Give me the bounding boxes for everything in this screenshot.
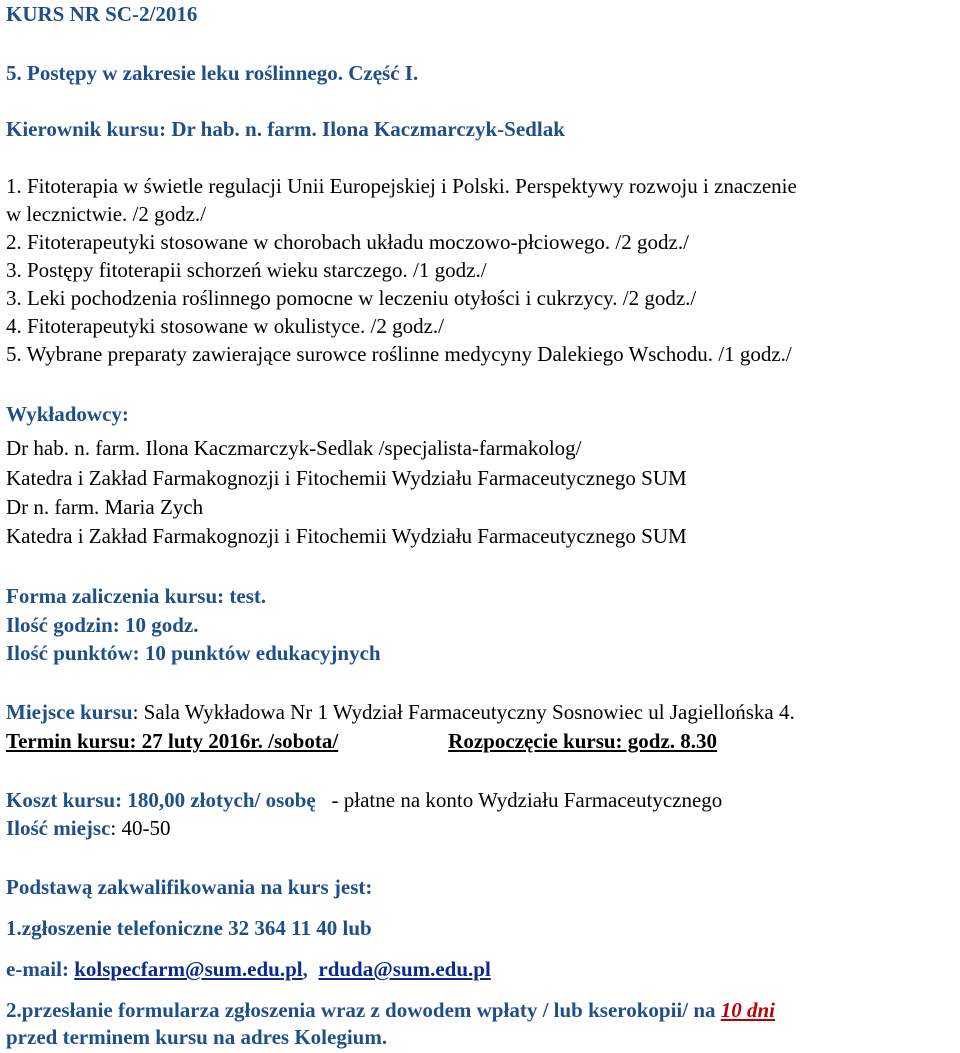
lecturer-line: Katedra i Zakład Farmakognozji i Fitochemii Wydziału Farmaceutycznego SUM xyxy=(6,466,687,490)
course-term xyxy=(6,729,717,753)
email-registration xyxy=(6,957,491,981)
topic-line: 4. Fitoterapeutyki stosowane w okulistyce. /2 godz./ xyxy=(6,314,445,338)
form-line-text: 2.przesłanie formularza zgłoszenia wraz z dowodem wpłaty / lub kserokopii/ na xyxy=(6,998,721,1022)
course-manager: Kierownik kursu: Dr hab. n. farm. Ilona Kaczmarczyk-Sedlak xyxy=(6,117,565,141)
lecturer-line: Katedra i Zakład Farmakognozji i Fitochemii Wydziału Farmaceutycznego SUM xyxy=(6,524,687,548)
course-points: Ilość punktów: 10 punktów edukacyjnych xyxy=(6,641,381,665)
topic-line: 3. Postępy fitoterapii schorzeń wieku starczego. /1 godz./ xyxy=(6,258,487,282)
topic-line: w lecznictwie. /2 godz./ xyxy=(6,202,207,226)
place-value: : Sala Wykładowa Nr 1 Wydział Farmaceutyczny Sosnowiec ul Jagiellońska 4. xyxy=(132,700,795,724)
topic-line: 2. Fitoterapeutyki stosowane w chorobach układu moczowo-płciowego. /2 godz./ xyxy=(6,230,689,254)
phone-registration: 1.zgłoszenie telefoniczne 32 364 11 40 lub xyxy=(6,916,372,940)
cost-note: - płatne na konto Wydziału Farmaceutycznego xyxy=(315,788,723,812)
form-days: 10 dni xyxy=(720,998,776,1022)
course-cost xyxy=(6,788,722,812)
email-link-rduda[interactable]: rduda@sum.edu.pl xyxy=(318,957,491,981)
qualification-heading: Podstawą zakwalifikowania na kurs jest: xyxy=(6,875,373,899)
assessment-form: Forma zaliczenia kursu: test. xyxy=(6,584,267,608)
course-title: 5. Postępy w zakresie leku roślinnego. Część I. xyxy=(6,61,419,85)
seats-label: Ilość miejsc xyxy=(6,816,111,840)
course-hours: Ilość godzin: 10 godz. xyxy=(6,613,199,637)
seats-value: : 40-50 xyxy=(110,816,171,840)
term-label: Termin kursu: 27 luty 2016r. /sobota/ xyxy=(6,729,339,753)
lecturers-heading: Wykładowcy: xyxy=(6,402,129,426)
form-submission-line-2: przed terminem kursu na adres Kolegium. xyxy=(6,1025,388,1049)
course-place xyxy=(6,700,795,724)
cost-label: Koszt kursu xyxy=(6,788,116,812)
email-separator: , xyxy=(302,957,319,981)
course-number: KURS NR SC-2/2016 xyxy=(6,2,198,26)
form-submission-line xyxy=(6,998,775,1022)
place-label: Miejsce kursu xyxy=(6,700,133,724)
start-label: Rozpoczęcie kursu: godz. 8.30 xyxy=(448,729,718,753)
email-label: e-mail: xyxy=(6,957,75,981)
topic-line: 1. Fitoterapia w świetle regulacji Unii Europejskiej i Polski. Perspektywy rozwoju i znaczenie xyxy=(6,174,797,198)
lecturer-line: Dr n. farm. Maria Zych xyxy=(6,495,204,519)
topic-line: 5. Wybrane preparaty zawierające surowce roślinne medycyny Dalekiego Wschodu. /1 godz./ xyxy=(6,342,792,366)
lecturer-line: Dr hab. n. farm. Ilona Kaczmarczyk-Sedlak /specjalista-farmakolog/ xyxy=(6,436,582,460)
email-link-kolspecfarm[interactable]: kolspecfarm@sum.edu.pl xyxy=(74,957,303,981)
course-seats xyxy=(6,816,170,840)
topic-line: 3. Leki pochodzenia roślinnego pomocne w leczeniu otyłości i cukrzycy. /2 godz./ xyxy=(6,286,697,310)
cost-value: : 180,00 złotych/ osobę xyxy=(115,788,316,812)
